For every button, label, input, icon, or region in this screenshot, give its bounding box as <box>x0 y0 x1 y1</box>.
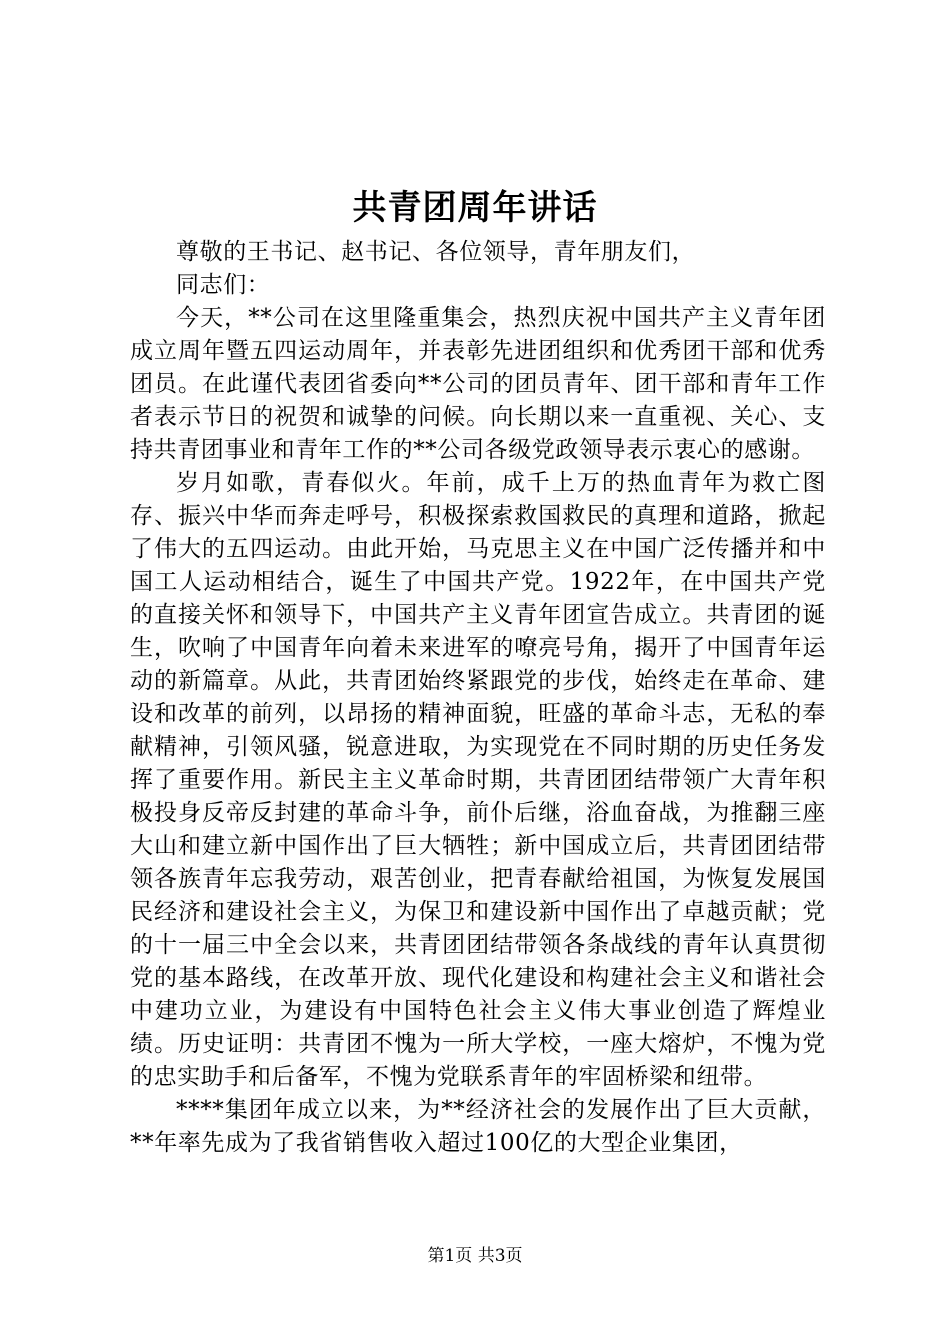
document-title: 共青团周年讲话 <box>352 188 598 228</box>
salutation-paragraph: 尊敬的王书记、赵书记、各位领导，青年朋友们， <box>176 239 696 265</box>
history-paragraph: 岁月如歌，青春似火。年前，成千上万的热血青年为救亡图存、振兴中华而奔走呼号，积极探索救国救民的真理和道路，掀起了伟大的五四运动。由此开始，马克思主义在中国广泛传播并和中国工人运动相结合，诞生了中国共产党。1922年，在中国共产党的直接关怀和领导下，中国共产主义青年团宣告成立。共青团的诞生，吹响了中国青年向着未来进军的嘹亮号角，揭开了中国青年运动的新篇章。从此，共青团始终紧跟党的步伐，始终走在革命、建设和改革的前列，以昂扬的精神面貌，旺盛的革命斗志，无私的奉献精神，引领风骚，锐意进取，为实现党在不同时期的历史任务发挥了重要作用。新民主主义革命时期，共青团团结带领广大青年积极投身反帝反封建的革命斗争，前仆后继，浴血奋战，为推翻三座大山和建立新中国作出了巨大牺牲；新中国成立后，共青团团结带领各族青年忘我劳动，艰苦创业，把青春献给祖国，为恢复发展国民经济和建设社会主义，为保卫和建设新中国作出了卓越贡献；党的十一届三中全会以来，共青团团结带领各条战线的青年认真贯彻党的基本路线，在改革开放、现代化建设和构建社会主义和谐社会中建功立业，为建设有中国特色社会主义伟大事业创造了辉煌业绩。历史证明：共青团不愧为一所大学校，一座大熔炉，不愧为党的忠实助手和后备军，不愧为党联系青年的牢固桥梁和纽带。 <box>130 470 826 1090</box>
document-body <box>130 236 826 1160</box>
page-number-footer: 第1页 共3页 <box>427 1246 523 1266</box>
opening-paragraph: 今天，**公司在这里隆重集会，热烈庆祝中国共产主义青年团成立周年暨五四运动周年，并表彰先进团组织和优秀团干部和优秀团员。在此谨代表团省委向**公司的团员青年、团干部和青年工作者表示节日的祝贺和诚挚的问候。向长期以来一直重视、关心、支持共青团事业和青年工作的**公司各级党政领导表示衷心的感谢。 <box>130 305 826 463</box>
salutation-continued-paragraph: 同志们： <box>176 272 271 298</box>
group-paragraph: ****集团年成立以来，为**经济社会的发展作出了巨大贡献，**年率先成为了我省销售收入超过100亿的大型企业集团， <box>130 1097 826 1156</box>
